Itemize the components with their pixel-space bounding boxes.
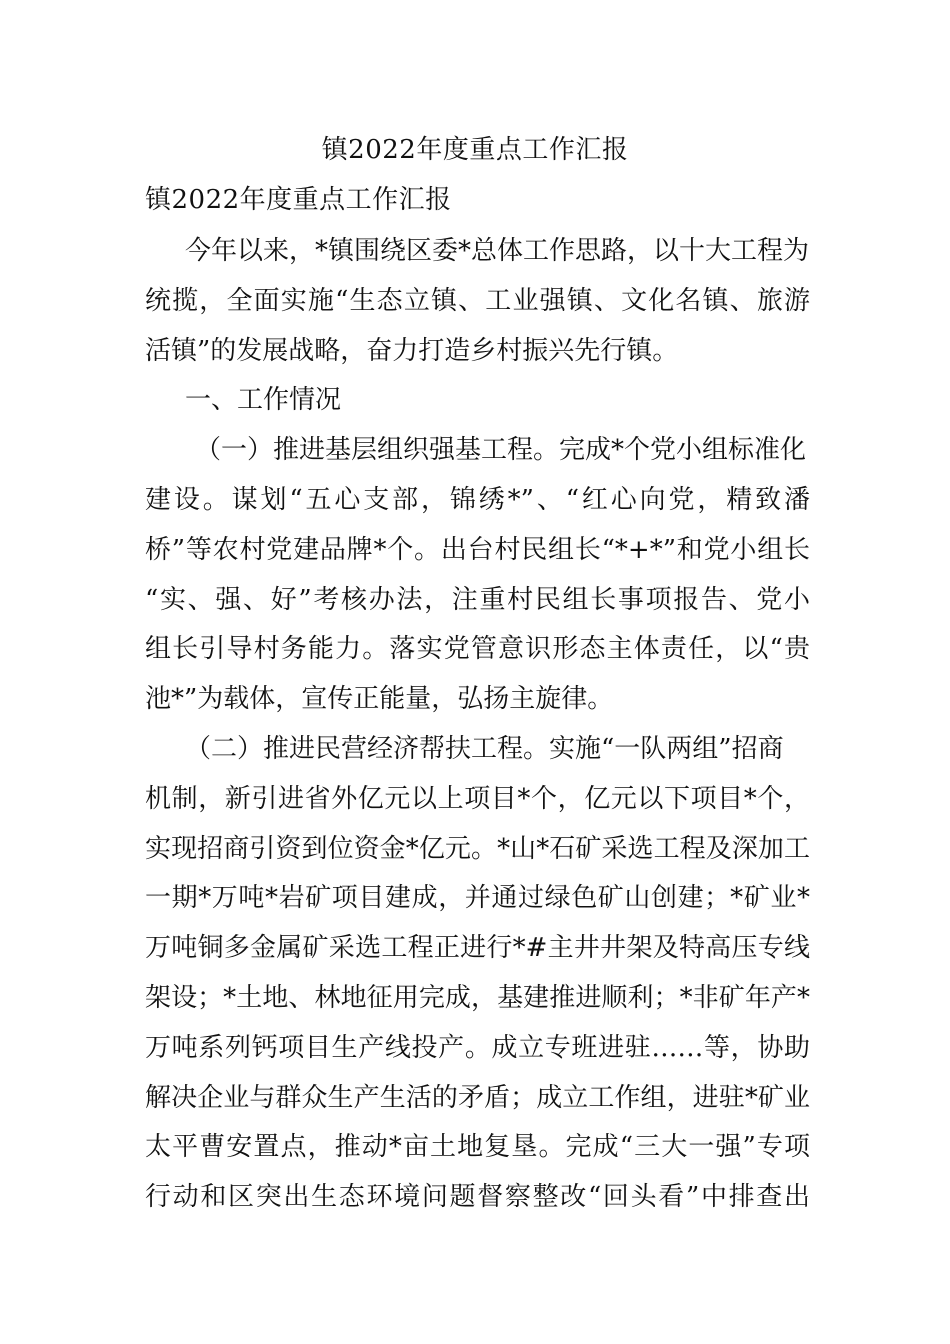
section-heading: 一、工作情况 (185, 385, 342, 416)
paragraph-line: （二）推进民营经济帮扶工程。实施“一队两组”招商 (185, 733, 784, 764)
paragraph-line: 池*”为载体，宣传正能量，弘扬主旋律。 (145, 684, 614, 715)
paragraph-line: 机制，新引进省外亿元以上项目*个，亿元以下项目*个， (145, 783, 810, 814)
document-body (145, 227, 810, 1223)
paragraph-line: 桥”等农村党建品牌*个。出台村民组长“*+*”和党小组长 (145, 534, 810, 565)
paragraph-line: （一）推进基层组织强基工程。完成*个党小组标准化 (195, 435, 807, 466)
paragraph-line: 统揽，全面实施“生态立镇、工业强镇、文化名镇、旅游 (145, 285, 810, 316)
paragraph-line: 一期*万吨*岩矿项目建成，并通过绿色矿山创建；*矿业* (145, 883, 810, 914)
paragraph-line: 今年以来，*镇围绕区委*总体工作思路，以十大工程为 (185, 236, 810, 266)
paragraph-line: 组长引导村务能力。落实党管意识形态主体责任，以“贵 (145, 634, 810, 665)
document-title: 镇2022年度重点工作汇报 (321, 135, 629, 165)
paragraph-line: 活镇”的发展战略，奋力打造乡村振兴先行镇。 (145, 335, 679, 366)
paragraph-line: 建设。谋划“五心支部，锦绣*”、“红心向党，精致潘 (145, 484, 810, 515)
document-subtitle: 镇2022年度重点工作汇报 (145, 185, 452, 215)
paragraph-line: 架设；*土地、林地征用完成，基建推进顺利；*非矿年产* (145, 982, 810, 1013)
paragraph-line: 万吨系列钙项目生产线投产。成立专班进驻……等，协助 (145, 1032, 810, 1063)
paragraph-line: 太平曹安置点，推动*亩土地复垦。完成“三大一强”专项 (145, 1132, 810, 1163)
paragraph-line: 实现招商引资到位资金*亿元。*山*石矿采选工程及深加工 (145, 833, 810, 864)
paragraph-line: “实、强、好”考核办法，注重村民组长事项报告、党小 (145, 584, 810, 615)
paragraph-line: 解决企业与群众生产生活的矛盾；成立工作组，进驻*矿业 (145, 1082, 810, 1113)
paragraph-line: 行动和区突出生态环境问题督察整改“回头看”中排查出 (145, 1182, 810, 1213)
paragraph-line: 万吨铜多金属矿采选工程正进行*#主井井架及特高压专线 (145, 933, 810, 964)
